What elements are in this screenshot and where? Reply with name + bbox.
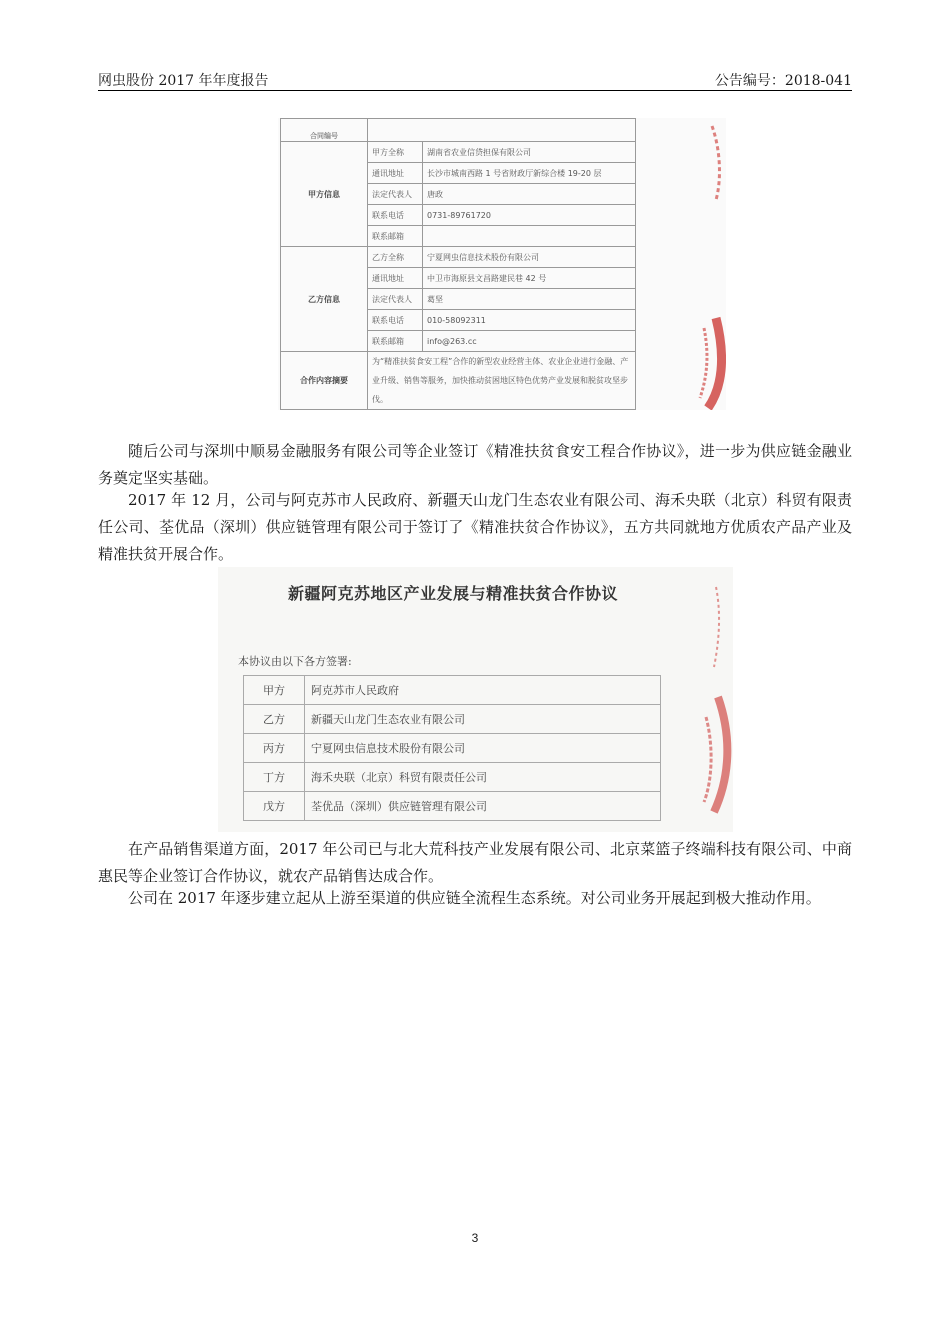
header-announcement-number: 公告编号：2018-041 [714, 73, 852, 89]
party-a-field: 甲方全称 [368, 142, 423, 163]
party-a-field: 通讯地址 [368, 163, 423, 184]
party-role: 丙方 [244, 734, 305, 763]
party-b-field: 法定代表人 [368, 289, 423, 310]
party-b-field: 通讯地址 [368, 268, 423, 289]
red-seal-stamp-edge [688, 567, 733, 832]
party-b-value: 中卫市海原县文昌路建民巷 42 号 [423, 268, 636, 289]
party-a-group-label: 甲方信息 [281, 142, 368, 247]
party-b-value: 宁夏网虫信息技术股份有限公司 [423, 247, 636, 268]
party-b-value: 010-58092311 [423, 310, 636, 331]
agreement-parties-table [243, 675, 661, 821]
party-name: 宁夏网虫信息技术股份有限公司 [305, 734, 661, 763]
party-a-value: 长沙市城南西路 1 号省财政厅新综合楼 19-20 层 [423, 163, 636, 184]
table-row [244, 705, 661, 734]
table-row [244, 734, 661, 763]
page-header [98, 68, 852, 91]
party-a-field: 法定代表人 [368, 184, 423, 205]
party-a-value: 唐政 [423, 184, 636, 205]
agreement-intro: 本协议由以下各方签署: [238, 655, 352, 668]
party-a-value: 0731-89761720 [423, 205, 636, 226]
party-role: 丁方 [244, 763, 305, 792]
party-b-value: info@263.cc [423, 331, 636, 352]
party-b-group-label: 乙方信息 [281, 247, 368, 352]
coop-summary-text: 为“精准扶贫食安工程”合作的新型农业经营主体、农业企业进行金融、产业升级、销售等服务，加快推动贫困地区特色优势产业发展和脱贫攻坚步伐。 [368, 352, 636, 410]
party-b-value: 葛坚 [423, 289, 636, 310]
table-row [244, 792, 661, 821]
party-a-value: 湖南省农业信贷担保有限公司 [423, 142, 636, 163]
coop-summary-label: 合作内容摘要 [281, 352, 368, 410]
table-row [244, 676, 661, 705]
party-role: 甲方 [244, 676, 305, 705]
party-b-field: 联系电话 [368, 310, 423, 331]
party-name: 海禾央联（北京）科贸有限责任公司 [305, 763, 661, 792]
page-number: 3 [471, 1231, 479, 1245]
red-seal-stamp-edge [686, 118, 726, 410]
contract-number-label: 合同编号 [281, 119, 368, 142]
table-row [244, 763, 661, 792]
party-name: 阿克苏市人民政府 [305, 676, 661, 705]
party-a-field: 联系电话 [368, 205, 423, 226]
party-a-field: 联系邮箱 [368, 226, 423, 247]
paragraph-sales-channels: 在产品销售渠道方面，2017 年公司已与北大荒科技产业发展有限公司、北京菜篮子终端科技有限公司、中商惠民等企业签订合作协议，就农产品销售达成合作。 [98, 840, 852, 885]
party-name: 荃优品（深圳）供应链管理有限公司 [305, 792, 661, 821]
party-role: 戊方 [244, 792, 305, 821]
contract-scan-image [278, 118, 726, 410]
paragraph-poverty-alleviation: 2017 年 12 月，公司与阿克苏市人民政府、新疆天山龙门生态农业有限公司、海禾央联（北京）科贸有限责任公司、荃优品（深圳）供应链管理有限公司于签订了《精准扶贫合作协议》，五方共同就地方优质农产品产业及精准扶贫开展合作。 [98, 491, 852, 563]
party-name: 新疆天山龙门生态农业有限公司 [305, 705, 661, 734]
party-b-field: 联系邮箱 [368, 331, 423, 352]
party-b-field: 乙方全称 [368, 247, 423, 268]
header-report-title: 网虫股份 2017 年年度报告 [98, 73, 269, 89]
agreement-title: 新疆阿克苏地区产业发展与精准扶贫合作协议 [287, 584, 618, 603]
paragraph-ecosystem: 公司在 2017 年逐步建立起从上游至渠道的供应链全流程生态系统。对公司业务开展起到极大推动作用。 [128, 889, 821, 907]
party-role: 乙方 [244, 705, 305, 734]
party-a-value [423, 226, 636, 247]
agreement-scan-image [218, 567, 733, 832]
contract-info-table [280, 118, 636, 410]
paragraph-supply-chain-finance: 随后公司与深圳中顺易金融服务有限公司等企业签订《精准扶贫食安工程合作协议》，进一步为供应链金融业务奠定坚实基础。 [98, 442, 852, 487]
